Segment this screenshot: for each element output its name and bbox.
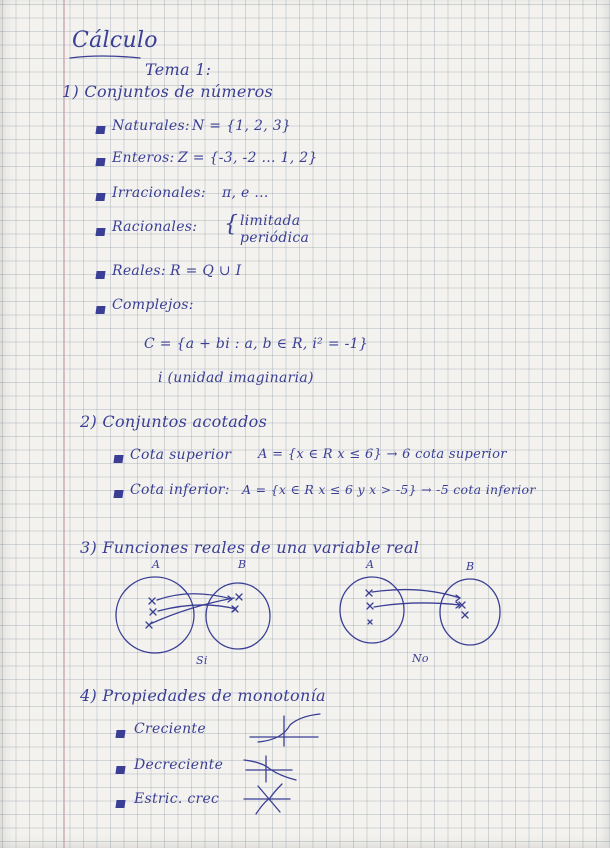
item-complejos-label: Complejos: <box>112 297 194 313</box>
item-racionales-brace: { <box>224 212 239 237</box>
diagram1-set-b: B <box>238 558 247 571</box>
item-reales-label: Reales: <box>112 263 166 279</box>
item-racionales-line1: limitada <box>240 213 301 229</box>
diagram2-caption: No <box>412 652 429 665</box>
item-naturales-label: Naturales: <box>112 118 190 134</box>
item-racionales-label: Racionales: <box>112 219 198 235</box>
section4-heading: 4) Propiedades de monotonía <box>80 686 326 705</box>
monotonia-decreciente-label: Decreciente <box>134 757 224 773</box>
diagram1-set-a: A <box>152 558 161 571</box>
item-naturales-content: N = {1, 2, 3} <box>192 118 292 134</box>
complex-definition: C = {a + bi : a, b ∈ R, i² = -1} <box>144 336 369 352</box>
item-enteros-label: Enteros: <box>112 150 175 166</box>
page-title: Cálculo <box>72 28 158 53</box>
monotonia-estric-crec-label: Estric. crec <box>134 791 220 807</box>
increasing-graph-sketch <box>250 714 320 746</box>
complex-note: i (unidad imaginaria) <box>158 370 314 386</box>
cota-superior-label: Cota superior <box>130 447 232 463</box>
cota-inferior-label: Cota inferior: <box>130 482 230 498</box>
section3-heading: 3) Funciones reales de una variable real <box>80 538 420 557</box>
item-reales-content: R = Q ∪ I <box>170 263 242 279</box>
item-irracionales-content: π, e ... <box>222 185 269 201</box>
topic-label: Tema 1: <box>145 60 212 79</box>
monotonia-creciente-label: Creciente <box>134 721 206 737</box>
decreasing-graph-sketch <box>244 756 296 782</box>
diagram2-set-b: B <box>466 560 475 573</box>
strictly-increasing-graph-sketch <box>244 784 290 814</box>
section1-heading: 1) Conjuntos de números <box>62 82 274 101</box>
diagram1-caption: Si <box>196 654 208 667</box>
item-enteros-content: Z = {-3, -2 ... 1, 2} <box>178 150 318 166</box>
cota-superior-content: A = {x ∈ R x ≤ 6} → 6 cota superior <box>258 447 507 462</box>
item-racionales-line2: periódica <box>240 230 310 246</box>
cota-inferior-content: A = {x ∈ R x ≤ 6 y x > -5} → -5 cota inferior <box>242 482 536 497</box>
item-irracionales-label: Irracionales: <box>112 185 206 201</box>
diagram2-set-a: A <box>366 558 375 571</box>
section2-heading: 2) Conjuntos acotados <box>80 412 268 431</box>
